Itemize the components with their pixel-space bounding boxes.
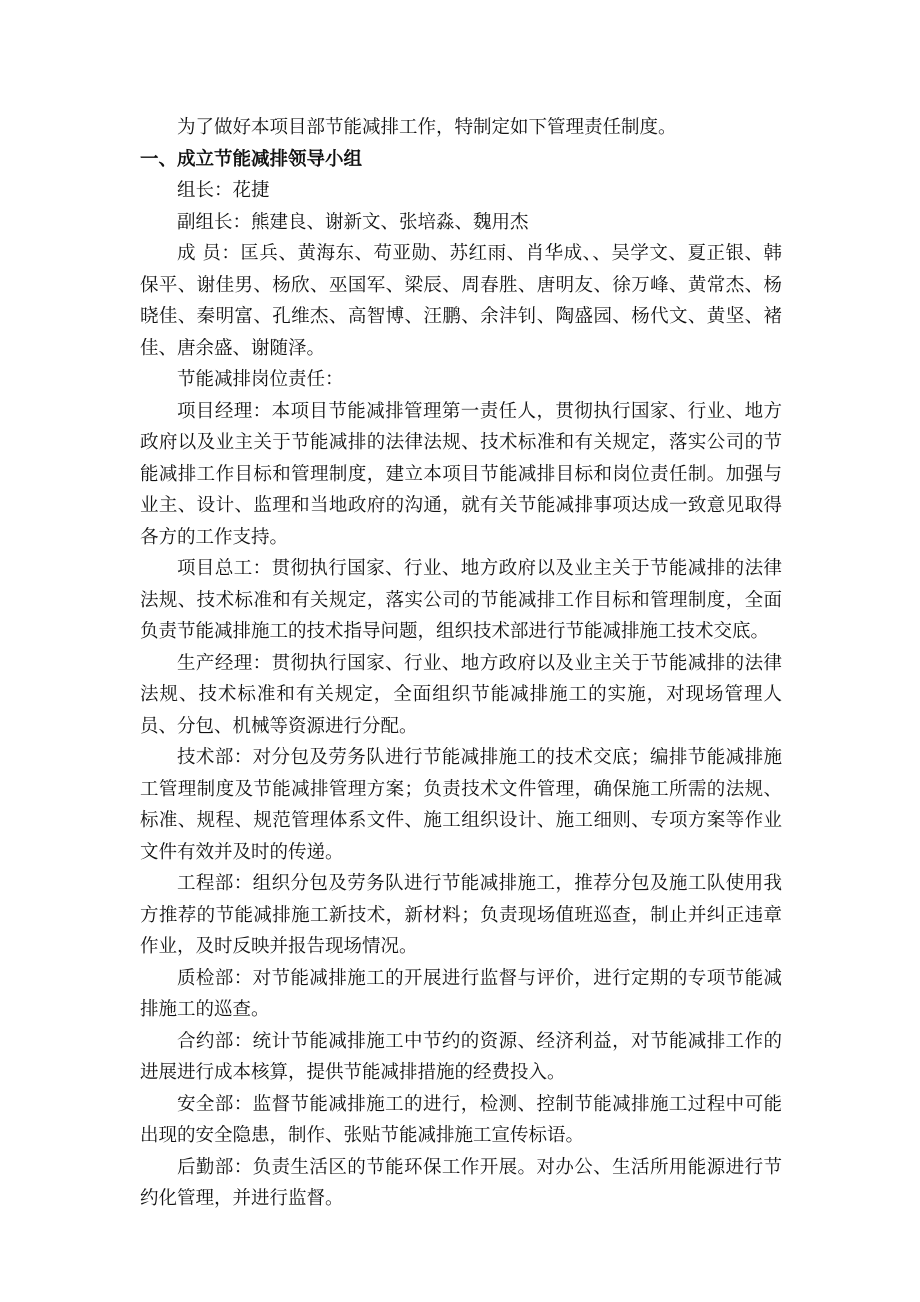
responsibility-paragraph: 安全部：监督节能减排施工的进行，检测、控制节能减排施工过程中可能出现的安全隐患，制作、张贴节能减排施工宣传标语。 — [140, 1093, 782, 1146]
responsibility-paragraph: 后勤部：负责生活区的节能环保工作开展。对办公、生活所用能源进行节约化管理，并进行监督。 — [140, 1156, 782, 1209]
responsibility-paragraph: 项目总工：贯彻执行国家、行业、地方政府以及业主关于节能减排的法律法规、技术标准和有关规定，落实公司的节能减排工作目标和管理制度，全面负责节能减排施工的技术指导问题，组织技术部进行节能减排施工技术交底。 — [140, 558, 782, 642]
responsibility-paragraph: 技术部：对分包及劳务队进行节能减排施工的技术交底；编排节能减排施工管理制度及节能减排管理方案；负责技术文件管理，确保施工所需的法规、标准、规程、规范管理体系文件、施工组织设计、施工细则、专项方案等作业文件有效并及时的传递。 — [140, 747, 782, 863]
responsibility-paragraph: 质检部：对节能减排施工的开展进行监督与评价，进行定期的专项节能减排施工的巡查。 — [140, 967, 782, 1020]
responsibility-paragraph: 工程部：组织分包及劳务队进行节能减排施工，推荐分包及施工队使用我方推荐的节能减排施工新技术，新材料；负责现场值班巡查，制止并纠正违章作业，及时反映并报告现场情况。 — [140, 873, 782, 957]
responsibility-paragraph: 合约部：统计节能减排施工中节约的资源、经济利益，对节能减排工作的进展进行成本核算，提供节能减排措施的经费投入。 — [140, 1030, 782, 1083]
intro-paragraph: 为了做好本项目部节能减排工作，特制定如下管理责任制度。 — [177, 117, 677, 138]
responsibility-paragraph: 项目经理：本项目节能减排管理第一责任人，贯彻执行国家、行业、地方政府以及业主关于节能减排的法律法规、技术标准和有关规定，落实公司的节能减排工作目标和管理制度，建立本项目节能减排目标和岗位责任制。加强与业主、设计、监理和当地政府的沟通，就有关节能减排事项达成一致意见取得各方的工作支持。 — [140, 400, 782, 548]
responsibilities-title: 节能减排岗位责任： — [177, 369, 344, 390]
members-paragraph: 成 员：匡兵、黄海东、苟亚勋、苏红雨、肖华成、、吴学文、夏正银、韩保平、谢佳男、杨欣、巫国军、梁辰、周春胜、唐明友、徐万峰、黄常杰、杨晓佳、秦明富、孔维杰、高智博、汪鹏、余沣钊、陶盛园、杨代文、黄坚、褚佳、唐余盛、谢随泽。 — [140, 243, 782, 359]
leader-line: 组长：花捷 — [177, 180, 270, 201]
responsibility-paragraph: 生产经理：贯彻执行国家、行业、地方政府以及业主关于节能减排的法律法规、技术标准和有关规定，全面组织节能减排施工的实施，对现场管理人员、分包、机械等资源进行分配。 — [140, 652, 782, 737]
deputy-leaders-line: 副组长：熊建良、谢新文、张培淼、魏用杰 — [177, 211, 529, 233]
document-body — [140, 112, 782, 1215]
section-heading: 一、成立节能减排领导小组 — [140, 148, 363, 170]
